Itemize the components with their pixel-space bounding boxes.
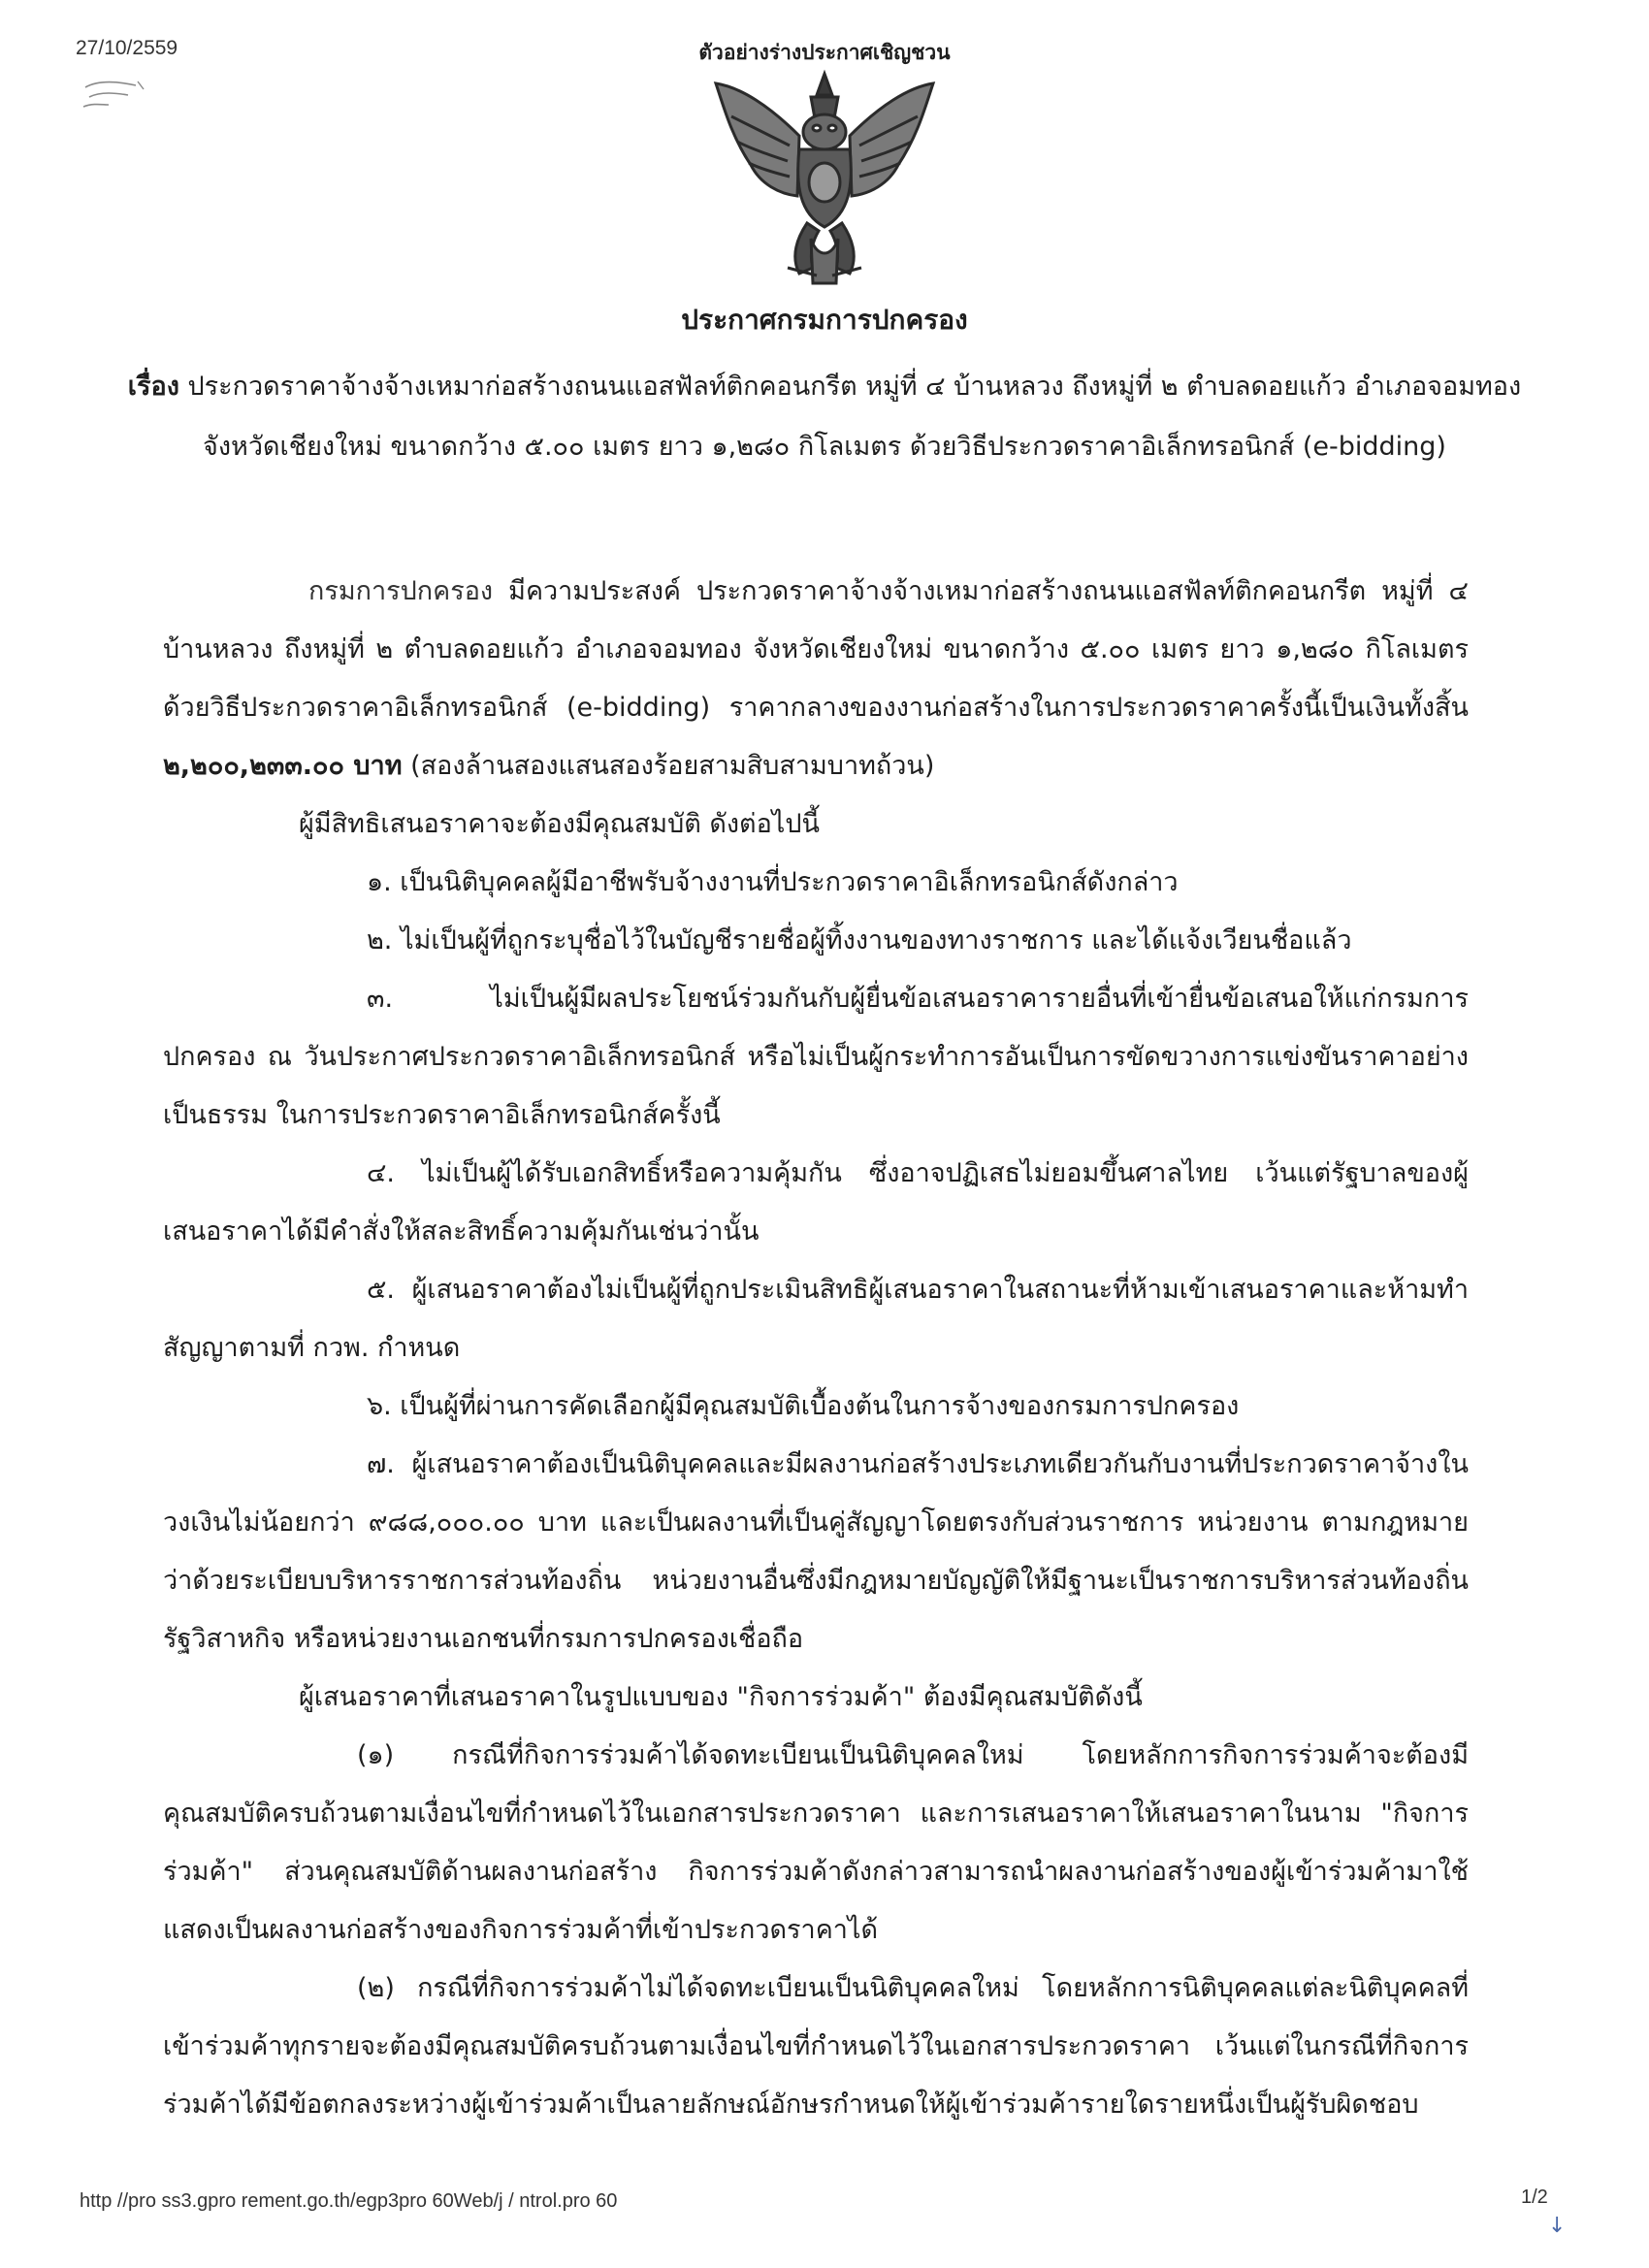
- subject-text: ประกวดราคาจ้างจ้างเหมาก่อสร้างถนนแอสฟัลท์ติกคอนกรีต หมู่ที่ ๔ บ้านหลวง ถึงหมู่ที่ ๒ ตำบลดอยแก้ว อำเภอจอมทอง จังหวัดเชียงใหม่ ขนาดกว้าง ๕.๐๐ เมตร ยาว ๑,๒๘๐ กิโลเมตร ด้วยวิธีประกวดราคาอิเล็กทรอนิกส์ (e-bidding): [187, 372, 1522, 462]
- intro-price-text: ราคากลางของงานก่อสร้างในการประกวดราคาครั้งนี้เป็นเงินทั้งสิ้น: [728, 693, 1469, 723]
- jv-item-2: (๒) กรณีที่กิจการร่วมค้าไม่ได้จดทะเบียนเป็นนิติบุคคลใหม่ โดยหลักการนิติบุคคลแต่ละนิติบุคคลที่เข้าร่วมค้าทุกรายจะต้องมีคุณสมบัติครบถ้วนตามเงื่อนไขที่กำหนดไว้ในเอกสารประกวดราคา เว้นแต่ในกรณีที่กิจการร่วมค้าได้มีข้อตกลงระหว่างผู้เข้าร่วมค้าเป็นลายลักษณ์อักษรกำหนดให้ผู้เข้าร่วมค้ารายใดรายหนึ่งเป็นผู้รับผิดชอบ: [163, 1973, 1469, 2120]
- garuda-emblem-icon: [702, 68, 947, 293]
- qualification-item-2: ๒. ไม่เป็นผู้ที่ถูกระบุชื่อไว้ในบัญชีรายชื่อผู้ทิ้งงานของทางราชการ และได้แจ้งเวียนชื่อแล้ว: [367, 925, 1352, 956]
- draft-title: ตัวอย่างร่างประกาศเชิญชวน: [698, 41, 951, 64]
- jv-heading: ผู้เสนอราคาที่เสนอราคาในรูปแบบของ "กิจการร่วมค้า" ต้องมีคุณสมบัติดังนี้: [299, 1682, 1143, 1712]
- announcement-subject: [116, 357, 1533, 477]
- intro-text: มีความประสงค์ ประกวดราคาจ้างจ้างเหมาก่อสร้างถนนแอสฟัลท์ติกคอนกรีต หมู่ที่ ๔ บ้านหลวง ถึงหมู่ที่ ๒ ตำบลดอยแก้ว อำเภอจอมทอง จังหวัดเชียงใหม่ ขนาดกว้าง ๕.๐๐ เมตร ยาว ๑,๒๘๐ กิโลเมตร ด้วยวิธีประกวดราคาอิเล็กทรอนิกส์ (e-bidding): [163, 576, 1469, 723]
- qualification-item-4: ๔. ไม่เป็นผู้ได้รับเอกสิทธิ์หรือความคุ้มกัน ซึ่งอาจปฏิเสธไม่ยอมขึ้นศาลไทย เว้นแต่รัฐบาลของผู้เสนอราคาได้มีคำสั่งให้สละสิทธิ์ความคุ้มกันเช่นว่านั้น: [163, 1158, 1469, 1247]
- down-arrow-icon: ↓: [1548, 2214, 1567, 2238]
- intro-amount: ๒,๒๐๐,๒๓๓.๐๐ บาท: [163, 751, 403, 781]
- qualification-item-3: ๓. ไม่เป็นผู้มีผลประโยชน์ร่วมกันกับผู้ยื่นข้อเสนอราคารายอื่นที่เข้ายื่นข้อเสนอให้แก่กรมการปกครอง ณ วันประกาศประกวดราคาอิเล็กทรอนิกส์ หรือไม่เป็นผู้กระทำการอันเป็นการขัดขวางการแข่งขันราคาอย่างเป็นธรรม ในการประกวดราคาอิเล็กทรอนิกส์ครั้งนี้: [163, 984, 1469, 1130]
- jv-item-1: (๑) กรณีที่กิจการร่วมค้าได้จดทะเบียนเป็นนิติบุคคลใหม่ โดยหลักการกิจการร่วมค้าจะต้องมีคุณสมบัติครบถ้วนตามเงื่อนไขที่กำหนดไว้ในเอกสารประกวดราคา และการเสนอราคาให้เสนอราคาในนาม "กิจการร่วมค้า" ส่วนคุณสมบัติด้านผลงานก่อสร้าง กิจการร่วมค้าดังกล่าวสามารถนำผลงานก่อสร้างของผู้เข้าร่วมค้ามาใช้แสดงเป็นผลงานก่อสร้างของกิจการร่วมค้าที่เข้าประกวดราคาได้: [163, 1740, 1469, 1945]
- subject-label: เรื่อง: [127, 372, 179, 402]
- qualification-item-6: ๖. เป็นผู้ที่ผ่านการคัดเลือกผู้มีคุณสมบัติเบื้องต้นในการจ้างของกรมการปกครอง: [367, 1391, 1240, 1421]
- intro-paragraph: [163, 563, 1469, 795]
- agency-announcement-title: ประกาศกรมการปกครอง: [681, 304, 968, 336]
- qualification-item-7: ๗. ผู้เสนอราคาต้องเป็นนิติบุคคลและมีผลงานก่อสร้างประเภทเดียวกันกับงานที่ประกวดราคาจ้างในวงเงินไม่น้อยกว่า ๙๘๘,๐๐๐.๐๐ บาท และเป็นผลงานที่เป็นคู่สัญญาโดยตรงกับส่วนราชการ หน่วยงาน ตามกฎหมายว่าด้วยระเบียบบริหารราชการส่วนท้องถิ่น หน่วยงานอื่นซึ่งมีกฎหมายบัญญัติให้มีฐานะเป็นราชการบริหารส่วนท้องถิ่น รัฐวิสาหกิจ หรือหน่วยงานเอกชนที่กรมการปกครองเชื่อถือ: [163, 1449, 1469, 1654]
- qualifications-heading: ผู้มีสิทธิเสนอราคาจะต้องมีคุณสมบัติ ดังต่อไปนี้: [299, 809, 820, 839]
- intro-amount-words: (สองล้านสองแสนสองร้อยสามสิบสามบาทถ้วน): [410, 751, 935, 781]
- qualification-item-1: ๑. เป็นนิติบุคคลผู้มีอาชีพรับจ้างงานที่ประกวดราคาอิเล็กทรอนิกส์ดังกล่าว: [367, 867, 1179, 897]
- qualification-item-5: ๕. ผู้เสนอราคาต้องไม่เป็นผู้ที่ถูกประเมินสิทธิผู้เสนอราคาในสถานะที่ห้ามเข้าเสนอราคาและห้ามทำสัญญาตามที่ กวพ. กำหนด: [163, 1275, 1469, 1363]
- intro-agency: กรมการปกครอง: [308, 576, 494, 606]
- footer-url: http //pro ss3.gpro rement.go.th/egp3pro 60Web/j / ntrol.pro 60: [80, 2190, 618, 2212]
- body-section: [163, 563, 1469, 2134]
- handwritten-mark-icon: [80, 76, 157, 114]
- page-number: 1/2: [1521, 2187, 1548, 2208]
- print-date: 27/10/2559: [76, 37, 178, 59]
